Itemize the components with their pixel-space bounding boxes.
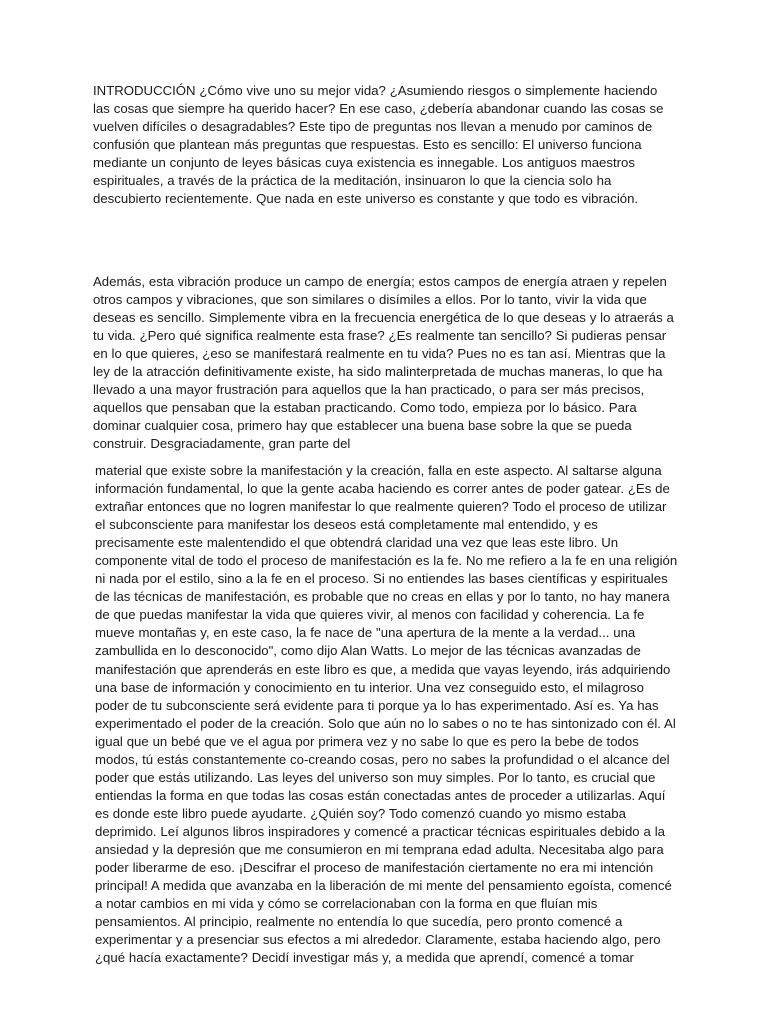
paragraph-introduccion: INTRODUCCIÓN ¿Cómo vive uno su mejor vida? ¿Asumiendo riesgos o simplemente haciendo las cosas que siempre ha querido hacer? En ese caso, ¿debería abandonar cuando las cosas se vuelven difíciles o desagradables? Este tipo de preguntas nos llevan a menudo por caminos de confusión que plantean más preguntas que respuestas. Esto es sencillo: El universo funciona mediante un conjunto de leyes básicas cuya existencia es innegable. Los antiguos maestros espirituales, a través de la práctica de la meditación, insinuaron lo que la ciencia solo ha descubierto recientemente. Que nada en este universo es constante y que todo es vibración. — [93, 83, 664, 207]
paragraph-vibracion: Además, esta vibración produce un campo de energía; estos campos de energía atraen y repelen otros campos y vibraciones, que son similares o disímiles a ellos. Por lo tanto, vivir la vida que deseas es sencillo. Simplemente vibra en la frecuencia energética de lo que deseas y lo atraerás a tu vida. ¿Pero qué significa realmente esta frase? ¿Es realmente tan sencillo? Si pudieras pensar en lo que quieres, ¿eso se manifestará realmente en tu vida? Pues no es tan así. Mientras que la ley de la atracción definitivamente existe, ha sido malinterpretada de muchas maneras, lo que ha llevado a una mayor frustración para aquellos que la han practicado, o para ser más precisos, aquellos que pensaban que la estaban practicando. Como todo, empieza por lo básico. Para dominar cualquier cosa, primero hay que establecer una buena base sobre la que se pueda construir. Desgraciadamente, gran parte del — [93, 274, 674, 452]
paragraph-manifestacion: material que existe sobre la manifestación y la creación, falla en este aspecto. Al saltarse alguna información fundamental, lo que la gente acaba haciendo es correr antes de poder gatear. ¿Es de extrañar entonces que no logren manifestar lo que realmente quieren? Todo el proceso de utilizar el subconsciente para manifestar los deseos está completamente mal entendido, y es precisamente este malentendido el que obtendrá claridad una vez que leas este libro. Un componente vital de todo el proceso de manifestación es la fe. No me refiero a la fe en una religión ni nada por el estilo, sino a la fe en el proceso. Si no entiendes las bases científicas y espirituales de las técnicas de manifestación, es probable que no creas en ellas y por lo tanto, no hay manera de que puedas manifestar la vida que quieres vivir, al menos con facilidad y coherencia. La fe mueve montañas y, en este caso, la fe nace de "una apertura de la mente a la verdad... una zambullida en lo desconocido", como dijo Alan Watts. Lo mejor de las técnicas avanzadas de manifestación que aprenderás en este libro es que, a medida que vayas leyendo, irás adquiriendo una base de información y conocimiento en tu interior. Una vez conseguido esto, el milagroso poder de tu subconsciente será evidente para ti porque ya lo has experimentado. Así es. Ya has experimentado el poder de la creación. Solo que aún no lo sabes o no te has sintonizado con él. Al igual que un bebé que ve el agua por primera vez y no sabe lo que es pero la bebe de todos modos, tú estás constantemente co-creando cosas, pero no sabes la profundidad o el alcance del poder que estás utilizando. Las leyes del universo son muy simples. Por lo tanto, es crucial que entiendas la forma en que todas las cosas están conectadas antes de proceder a utilizarlas. Aquí es donde este libro puede ayudarte. ¿Quién soy? Todo comenzó cuando yo mismo estaba deprimido. Leí algunos libros inspiradores y comencé a practicar técnicas espirituales debido a la ansiedad y la depresión que me consumieron en mi temprana edad adulta. Necesitaba algo para poder liberarme de eso. ¡Descifrar el proceso de manifestación ciertamente no era mi intención principal! A medida que avanzaba en la liberación de mi mente del pensamiento egoísta, comencé a notar cambios en mi vida y cómo se correlacionaban con la forma en que fluían mis pensamientos. Al principio, realmente no entendía lo que sucedía, pero pronto comencé a experimentar y a presenciar sus efectos a mi alrededor. Claramente, estaba haciendo algo, pero ¿qué hacía exactamente? Decidí investigar más y, a medida que aprendí, comencé a tomar — [95, 463, 678, 966]
